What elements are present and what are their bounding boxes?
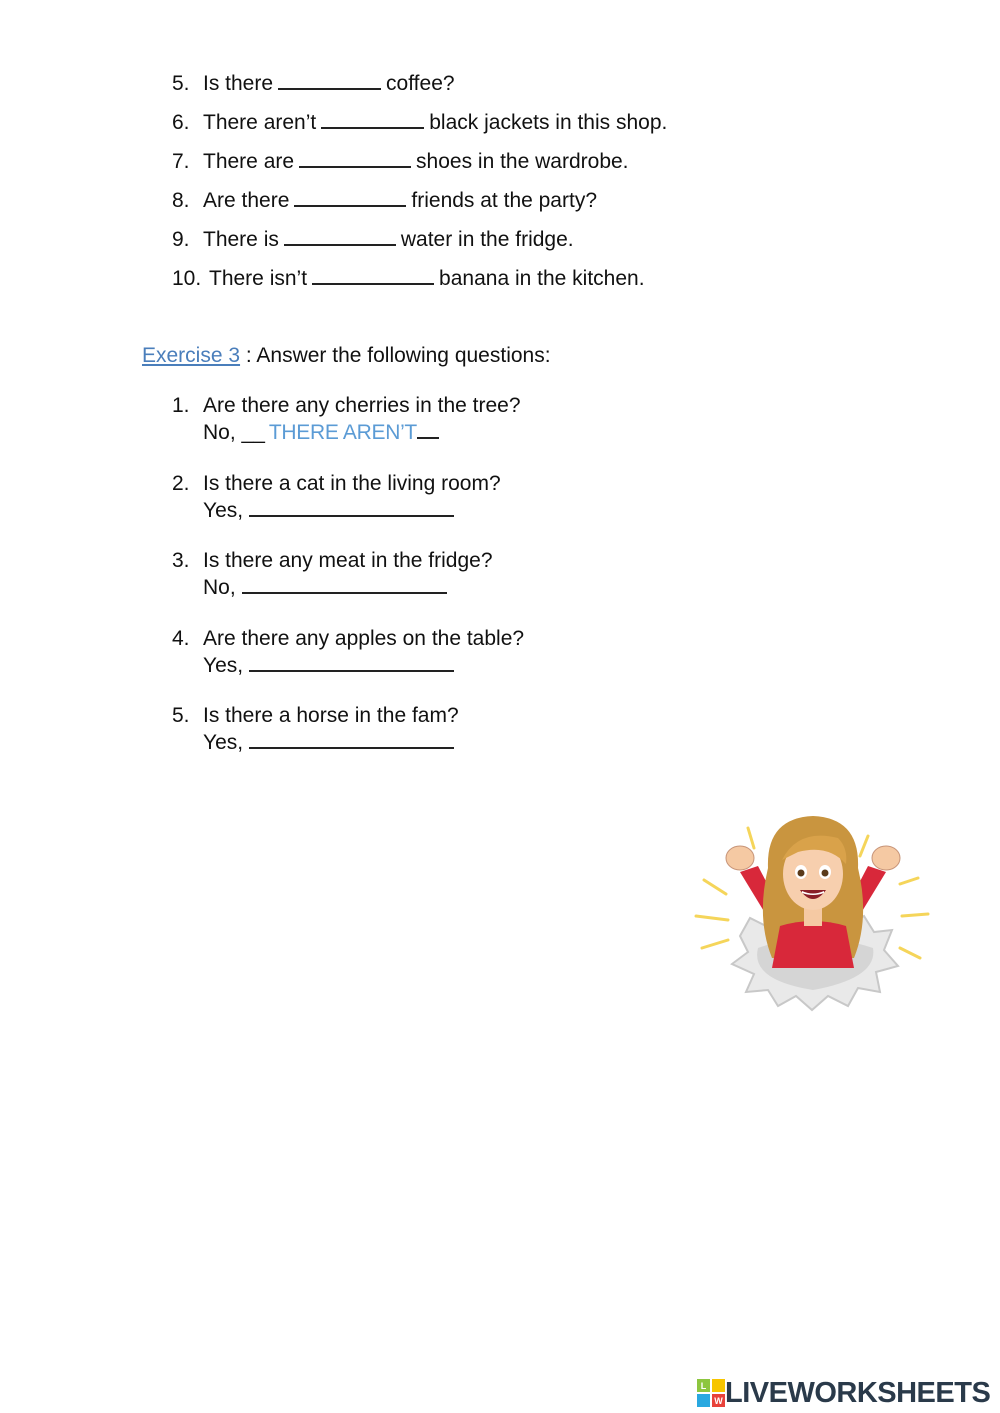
- logo-text: LIVEWORKSHEETS: [725, 1377, 991, 1409]
- sentence-start: There isn’t: [209, 267, 308, 290]
- sentence-end: coffee?: [386, 72, 455, 95]
- exercise-3-list: [172, 392, 524, 780]
- answer-prefix: Yes,: [203, 498, 244, 522]
- sentence-start: There are: [203, 150, 295, 173]
- answer-blank[interactable]: [299, 146, 411, 168]
- answer-trailing-blank: [417, 419, 439, 439]
- answer-blank[interactable]: [321, 107, 424, 129]
- sentence-start: There is: [203, 228, 279, 251]
- question-line: [172, 547, 524, 574]
- answer-prefix: No,: [203, 576, 236, 599]
- answer-line: [172, 497, 524, 523]
- filled-answer[interactable]: THERE AREN’T: [268, 421, 417, 444]
- shirt: [772, 921, 854, 968]
- answer-blank[interactable]: [312, 263, 434, 285]
- item-number: 1.: [172, 394, 190, 417]
- exercise-3-item: [172, 547, 524, 625]
- answer-line: [172, 574, 524, 600]
- exercise-2-item: [172, 68, 667, 107]
- exercise-2-item: [172, 107, 667, 146]
- sentence-end: friends at the party?: [411, 189, 597, 212]
- item-number: 8.: [172, 189, 190, 212]
- question-line: [172, 702, 524, 729]
- item-number: 6.: [172, 111, 190, 134]
- answer-blank[interactable]: [249, 497, 454, 517]
- question-text: Is there a cat in the living room?: [203, 471, 501, 495]
- item-number: 5.: [172, 704, 190, 727]
- answer-line: [172, 729, 524, 755]
- avatar-illustration: [688, 808, 938, 1018]
- item-number: 7.: [172, 150, 190, 173]
- question-line: [172, 625, 524, 652]
- sentence-end: shoes in the wardrobe.: [416, 150, 629, 173]
- exercise-2-item: [172, 185, 667, 224]
- exercise-2-list: [172, 68, 667, 302]
- exercise-2-item: [172, 146, 667, 185]
- exercise-3-item: [172, 702, 524, 780]
- item-number: 2.: [172, 471, 190, 495]
- answer-line: [172, 419, 524, 445]
- answer-blank[interactable]: [294, 185, 406, 207]
- answer-blank[interactable]: [278, 68, 381, 90]
- liveworksheets-logo-icon: [697, 1379, 725, 1407]
- exercise-3-link: Exercise 3: [142, 344, 241, 367]
- item-number: 9.: [172, 228, 190, 251]
- sentence-start: Are there: [203, 189, 290, 212]
- left-hand: [726, 846, 754, 870]
- exercise-3-item: [172, 470, 524, 548]
- liveworksheets-logo: [697, 1378, 990, 1408]
- question-text: Is there a horse in the fam?: [203, 704, 459, 727]
- question-text: Are there any apples on the table?: [203, 626, 525, 650]
- answer-blank[interactable]: [249, 652, 454, 672]
- answer-prefix: Yes,: [203, 653, 244, 677]
- exercise-2-item: [172, 224, 667, 263]
- item-number: 10.: [172, 267, 202, 290]
- sentence-end: black jackets in this shop.: [429, 111, 668, 134]
- question-line: [172, 392, 524, 419]
- exercise-3-title: [142, 340, 551, 372]
- exercise-2-item: [172, 263, 667, 302]
- question-text: Is there any meat in the fridge?: [203, 549, 493, 572]
- right-pupil: [822, 870, 829, 877]
- left-pupil: [798, 870, 805, 877]
- item-number: 3.: [172, 549, 190, 572]
- logo-icon-letter: L: [700, 1381, 707, 1391]
- right-hand: [872, 846, 900, 870]
- sentence-end: banana in the kitchen.: [439, 267, 645, 290]
- answer-line: [172, 652, 524, 678]
- answer-blank[interactable]: [284, 224, 396, 246]
- answer-blank[interactable]: [242, 574, 447, 594]
- exercise-3-item: [172, 625, 524, 703]
- answer-blank[interactable]: [249, 729, 454, 749]
- answer-prefix: No, __: [203, 421, 265, 444]
- exercise-3-item: [172, 392, 524, 470]
- question-text: Are there any cherries in the tree?: [203, 394, 521, 417]
- logo-icon-letter: W: [714, 1396, 723, 1406]
- exercise-3-instruction: : Answer the following questions:: [240, 344, 551, 367]
- item-number: 5.: [172, 72, 190, 95]
- sentence-start: There aren’t: [203, 111, 317, 134]
- sentence-start: Is there: [203, 72, 274, 95]
- question-line: [172, 470, 524, 497]
- item-number: 4.: [172, 626, 190, 650]
- sentence-end: water in the fridge.: [400, 228, 574, 251]
- answer-prefix: Yes,: [203, 731, 244, 754]
